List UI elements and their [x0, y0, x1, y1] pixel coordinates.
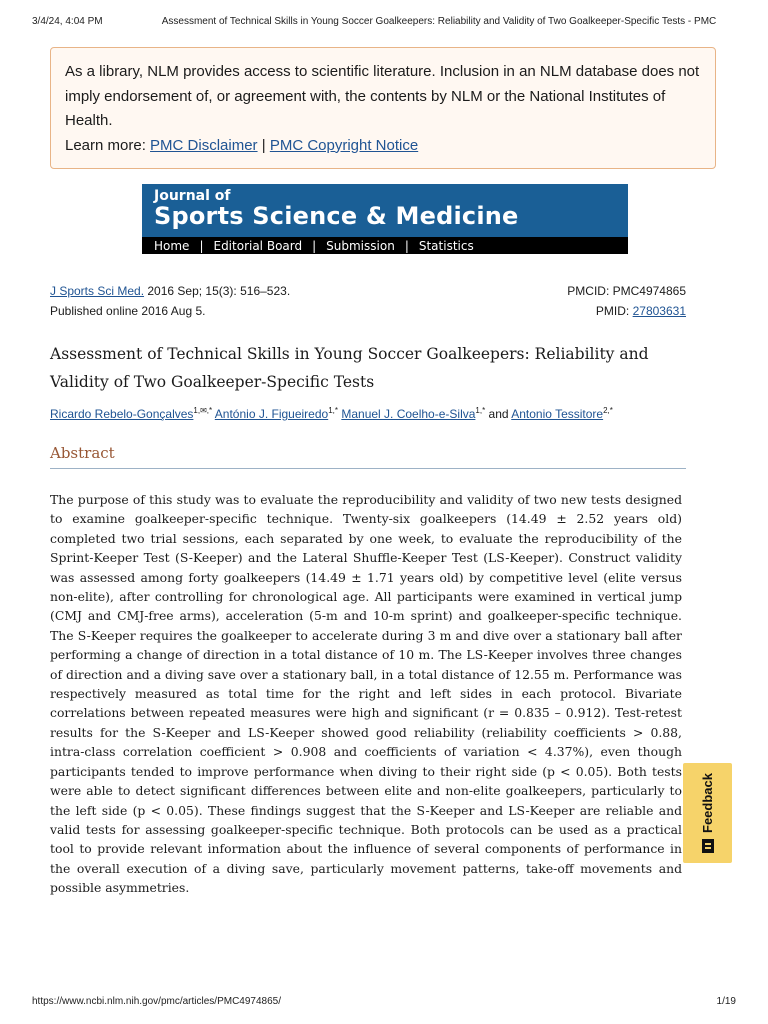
print-page-title: Assessment of Technical Skills in Young Soccer Goalkeepers: Reliability and Validity of Two Goalkeeper-Specific Tests - PMC — [161, 16, 717, 27]
published-date: Published online 2016 Aug 5. — [50, 304, 206, 318]
journal-nav-submission[interactable]: Submission — [326, 238, 395, 253]
citation-block — [50, 281, 686, 321]
feedback-button[interactable] — [683, 763, 732, 863]
author-link[interactable]: Manuel J. Coelho-e-Silva — [341, 407, 476, 421]
print-url: https://www.ncbi.nlm.nih.gov/pmc/articles/PMC4974865/ — [32, 996, 281, 1007]
pmc-copyright-link[interactable]: PMC Copyright Notice — [269, 136, 419, 154]
abstract-heading: Abstract — [50, 444, 686, 469]
author-affiliation[interactable]: 1,* — [475, 406, 486, 415]
nav-separator: | — [199, 238, 204, 253]
pmc-disclaimer-link[interactable]: PMC Disclaimer — [150, 136, 258, 154]
author-link[interactable]: António J. Figueiredo — [214, 407, 329, 421]
author-link[interactable]: Antonio Tessitore — [511, 407, 604, 421]
journal-name-line1: Journal of — [154, 188, 231, 204]
author-link[interactable]: Ricardo Rebelo-Gonçalves — [50, 407, 194, 421]
print-page-number: 1/19 — [716, 996, 736, 1007]
print-datetime: 3/4/24, 4:04 PM — [32, 16, 103, 27]
pmid-label: PMID: — [595, 304, 630, 318]
feedback-label: Feedback — [700, 773, 715, 833]
nlm-disclaimer-notice — [50, 47, 716, 169]
feedback-icon — [702, 839, 714, 853]
journal-name-line2: Sports Science & Medicine — [154, 202, 519, 230]
abstract-body — [50, 490, 682, 898]
author-list — [50, 402, 710, 423]
article-title: Assessment of Technical Skills in Young Soccer Goalkeepers: Reliability and Validity of Two Goalkeeper-Specific Tests — [50, 345, 649, 391]
journal-nav-home[interactable]: Home — [154, 238, 190, 253]
learn-more-label: Learn more: — [65, 136, 146, 154]
journal-banner[interactable] — [142, 184, 628, 254]
print-header — [32, 16, 736, 27]
abstract-paragraph: The purpose of this study was to evaluate the reproducibility and validity of two new tests designed to examine goalkeeper-specific technique. Twenty-six goalkeepers (14.49 ± 2.52 years old) completed two trial sessions, each separated by one week, to evaluate the reproducibility of the Sprint-Keeper Test (S-Keeper) and the Lateral Shuffle-Keeper Test (LS-Keeper). Construct validity was assessed among forty goalkeepers (14.49 ± 1.71 years old) by competitive level (elite versus non-elite), after controlling for chronological age. All participants were examined in vertical jump (CMJ and CMJ-free arms), acceleration (5-m and 10-m sprint) and goalkeeper-specific technique. The S-Keeper requires the goalkeeper to accelerate during 3 m and dive over a stationary ball after performing a change of direction in a total distance of 10 m. The LS-Keeper involves three changes of direction and a diving save over a stationary ball, in a total distance of 12.55 m. Performance was respectively measured as total time for the right and left sides in each protocol. Bivariate correlations between repeated measures were high and significant (r = 0.835 – 0.912). Test-retest results for the S-Keeper and LS-Keeper showed good reliability (reliability coefficients > 0.88, intra-class correlation coefficient > 0.908 and coefficients of variation < 4.37%), even though participants tended to improve performance when diving to their right side (p < 0.05). Both tests were able to detect significant differences between elite and non-elite goalkeepers, particularly to the left side (p < 0.05). These findings suggest that the S-Keeper and LS-Keeper are reliable and valid tests for assessing goalkeeper-specific technique. Both protocols can be used as a practical tool to provide relevant information about the influence of several components of performance in the overall execution of a diving save, particularly movement patterns, take-off movements and possible asymmetries. — [50, 492, 682, 896]
citation-line — [50, 281, 290, 301]
journal-nav-editorial-board[interactable]: Editorial Board — [213, 238, 303, 253]
journal-nav-statistics[interactable]: Statistics — [418, 238, 474, 253]
nav-separator: | — [404, 238, 409, 253]
link-separator: | — [261, 136, 266, 154]
pmcid: PMCID: PMC4974865 — [567, 284, 686, 298]
pmid — [596, 301, 686, 321]
notice-learn-more — [65, 134, 701, 159]
journal-link[interactable]: J Sports Sci Med. — [50, 284, 145, 298]
pmid-link[interactable]: 27803631 — [632, 304, 686, 318]
nav-separator: | — [312, 238, 317, 253]
authors-conjunction: and — [488, 407, 509, 421]
author-affiliation[interactable]: 1,* — [328, 406, 338, 415]
author-affiliation[interactable]: 1,✉,* — [193, 406, 213, 415]
journal-nav — [142, 237, 628, 254]
notice-text: As a library, NLM provides access to scientific literature. Inclusion in an NLM database does not imply endorsement of, or agreement with, the contents by NLM or the National Institutes of Health. — [65, 63, 700, 129]
print-footer — [32, 996, 736, 1007]
author-affiliation[interactable]: 2,* — [603, 406, 613, 415]
citation-details: 2016 Sep; 15(3): 516–523. — [144, 284, 291, 298]
